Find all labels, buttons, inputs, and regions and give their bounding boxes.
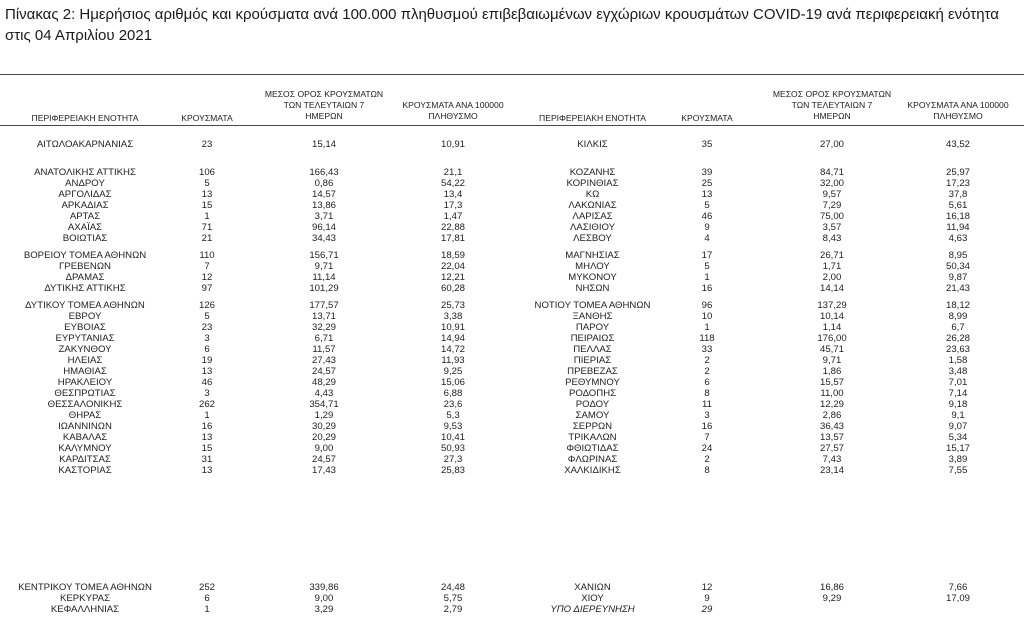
table-row-right (0, 200, 1024, 211)
cell-cases: 1 (204, 410, 210, 421)
cell-per100k: 17,81 (440, 233, 465, 244)
cell-region: ΔΥΤΙΚΗΣ ΑΤΤΙΚΗΣ (44, 283, 126, 294)
cell-region: ΜΥΚΟΝΟΥ (568, 272, 617, 283)
cell-per100k: 11,93 (441, 355, 465, 366)
cell-cases: 10 (701, 311, 713, 322)
cell-per100k: 24,48 (440, 582, 465, 593)
cell-per100k: 60,28 (440, 283, 465, 294)
cell-per100k: 3,48 (948, 366, 968, 377)
cell-region: ΛΑΡΙΣΑΣ (572, 211, 613, 222)
cell-cases: 11 (702, 399, 712, 410)
cell-avg: 3,29 (314, 604, 334, 615)
cell-cases: 13 (701, 189, 713, 200)
table-row-right (0, 311, 1024, 322)
cell-cases: 23 (201, 322, 213, 333)
cell-per100k: 7,55 (948, 465, 968, 476)
cell-region: ΚΟΖΑΝΗΣ (569, 167, 616, 178)
cell-region: ΚΑΣΤΟΡΙΑΣ (58, 465, 112, 476)
cell-avg: 9,00 (314, 443, 334, 454)
cell-region: ΕΥΒΟΙΑΣ (64, 322, 106, 333)
cell-region: ΑΡΓΟΛΙΔΑΣ (58, 189, 112, 200)
cell-per100k: 15,06 (440, 377, 465, 388)
cell-avg: 17,43 (311, 465, 336, 476)
cell-region: ΑΡΤΑΣ (69, 211, 101, 222)
cell-region: ΑΡΚΑΔΙΑΣ (61, 200, 109, 211)
cell-avg: 20,29 (311, 432, 336, 443)
cell-region: ΠΡΕΒΕΖΑΣ (567, 366, 618, 377)
cell-region: ΡΟΔΟΠΗΣ (568, 388, 617, 399)
cell-per100k: 7,14 (948, 388, 968, 399)
cell-per100k: 25,97 (945, 167, 970, 178)
header-bottom-rule (0, 125, 1024, 126)
cell-region: ΒΟΙΩΤΙΑΣ (62, 233, 108, 244)
cell-avg: 3,57 (822, 222, 842, 233)
cell-per100k: 5,75 (443, 593, 463, 604)
cell-avg: 48,29 (311, 377, 336, 388)
cell-avg: 15,57 (819, 377, 844, 388)
cell-region: ΤΡΙΚΑΛΩΝ (568, 432, 617, 443)
cell-avg: 0,86 (314, 178, 334, 189)
cell-cases: 1 (704, 272, 710, 283)
cell-per100k: 11,94 (946, 222, 970, 233)
table-row-right (0, 344, 1024, 355)
cell-cases: 1 (204, 211, 210, 222)
table-row-right (0, 355, 1024, 366)
header-cases-left: ΚΡΟΥΣΜΑΤΑ (181, 113, 233, 123)
table-row-right (0, 167, 1024, 178)
table-title: Πίνακας 2: Ημερήσιος αριθμός και κρούσματα ανά 100.000 πληθυσμού επιβεβαιωμένων εγχώριων κρουσμάτων COVID-19 ανά περιφερειακή ενότητα στις 04 Απριλίου 2021 (5, 6, 999, 44)
table-row-right (0, 283, 1024, 294)
cell-per100k: 4,63 (948, 233, 968, 244)
cell-avg: 27,00 (819, 139, 844, 150)
cell-region: ΚΑΒΑΛΑΣ (62, 432, 108, 443)
cell-cases: 9 (704, 593, 710, 604)
cell-avg: 9,29 (822, 593, 842, 604)
cell-region: ΖΑΚΥΝΘΟΥ (58, 344, 112, 355)
cell-per100k: 10,91 (440, 322, 465, 333)
cell-region: ΡΟΔΟΥ (575, 399, 610, 410)
cell-per100k: 21,43 (945, 283, 970, 294)
cell-region: ΞΑΝΘΗΣ (572, 311, 613, 322)
cell-per100k: 6,7 (951, 322, 965, 333)
cell-avg: 75,00 (819, 211, 844, 222)
cell-region: ΦΘΙΩΤΙΔΑΣ (566, 443, 619, 454)
cell-avg: 7,43 (822, 454, 842, 465)
cell-cases: 31 (201, 454, 213, 465)
cell-per100k: 15,17 (945, 443, 970, 454)
cell-region: ΛΑΚΩΝΙΑΣ (568, 200, 617, 211)
table-row-right (0, 366, 1024, 377)
cell-region: ΘΕΣΠΡΩΤΙΑΣ (54, 388, 116, 399)
cell-avg: 11,00 (820, 388, 844, 399)
table-row-right (0, 432, 1024, 443)
table-row-right (0, 189, 1024, 200)
table-row-right (0, 300, 1024, 311)
cell-cases: 1 (204, 604, 210, 615)
cell-cases: 16 (201, 421, 213, 432)
cell-cases: 3 (204, 333, 210, 344)
cell-per100k: 9,53 (443, 421, 463, 432)
cell-avg: 13,57 (819, 432, 844, 443)
cell-cases: 6 (204, 593, 210, 604)
cell-cases: 12 (201, 272, 213, 283)
cell-cases: 4 (704, 233, 710, 244)
cell-region: ΜΑΓΝΗΣΙΑΣ (565, 250, 620, 261)
cell-region: ΗΜΑΘΙΑΣ (63, 366, 107, 377)
cell-per100k: 9,18 (948, 399, 968, 410)
cell-cases: 33 (701, 344, 713, 355)
table-row-right (0, 322, 1024, 333)
cell-region: ΘΗΡΑΣ (68, 410, 102, 421)
cell-cases: 15 (201, 443, 213, 454)
cell-per100k: 9,1 (951, 410, 965, 421)
cell-per100k: 5,61 (948, 200, 968, 211)
cell-per100k: 18,12 (945, 300, 970, 311)
cell-region: ΔΡΑΜΑΣ (65, 272, 105, 283)
cell-cases: 23 (201, 139, 213, 150)
table-row-right (0, 222, 1024, 233)
cell-region: ΑΝΑΤΟΛΙΚΗΣ ΑΤΤΙΚΗΣ (34, 167, 136, 178)
cell-region: ΠΑΡΟΥ (575, 322, 610, 333)
cell-per100k: 23,6 (443, 399, 463, 410)
cell-region: ΔΥΤΙΚΟΥ ΤΟΜΕΑ ΑΘΗΝΩΝ (25, 300, 145, 311)
cell-avg: 354,71 (309, 399, 339, 410)
header-avg-right: ΜΕΣΟΣ ΟΡΟΣ ΚΡΟΥΣΜΑΤΩΝ ΤΩΝ ΤΕΛΕΥΤΑΙΩΝ 7 ΗΜΕΡΩΝ (772, 89, 892, 121)
cell-cases: 5 (204, 178, 210, 189)
cell-cases: 16 (701, 421, 713, 432)
cell-cases: 29 (701, 604, 713, 615)
cell-avg: 176,00 (817, 333, 847, 344)
cell-region: ΘΕΣΣΑΛΟΝΙΚΗΣ (47, 399, 123, 410)
cell-region: ΚΕΦΑΛΛΗΝΙΑΣ (50, 604, 120, 615)
cell-per100k: 2,79 (443, 604, 463, 615)
cell-cases: 13 (201, 366, 213, 377)
cell-cases: 106 (198, 167, 215, 178)
cell-per100k: 9,87 (948, 272, 968, 283)
cell-avg: 14,14 (819, 283, 844, 294)
cell-per100k: 10,41 (440, 432, 465, 443)
cell-avg: 101,29 (309, 283, 339, 294)
table-row-right (0, 178, 1024, 189)
cell-avg: 166,43 (309, 167, 339, 178)
cell-per100k: 3,89 (948, 454, 968, 465)
table-row-right (0, 593, 1024, 604)
cell-cases: 2 (704, 454, 710, 465)
cell-region: ΛΕΣΒΟΥ (573, 233, 612, 244)
header-region-left: ΠΕΡΙΦΕΡΕΙΑΚΗ ΕΝΟΤΗΤΑ (31, 113, 139, 123)
header-per100k-left: ΚΡΟΥΣΜΑΤΑ ΑΝΑ 100000 ΠΛΗΘΥΣΜΟ (402, 100, 504, 121)
table-row-right (0, 261, 1024, 272)
cell-cases: 5 (704, 261, 710, 272)
cell-avg: 2,00 (822, 272, 842, 283)
cell-avg: 156,71 (309, 250, 339, 261)
cell-avg: 1,14 (822, 322, 842, 333)
cell-cases: 39 (701, 167, 713, 178)
cell-region: ΠΕΛΛΑΣ (573, 344, 612, 355)
cell-avg: 339,86 (309, 582, 339, 593)
cell-region: ΒΟΡΕΙΟΥ ΤΟΜΕΑ ΑΘΗΝΩΝ (23, 250, 147, 261)
cell-region: ΗΛΕΙΑΣ (67, 355, 103, 366)
cell-region: ΦΛΩΡΙΝΑΣ (567, 454, 618, 465)
cell-region: ΚΟΡΙΝΘΙΑΣ (566, 178, 619, 189)
cell-avg: 26,71 (819, 250, 844, 261)
cell-cases: 96 (701, 300, 713, 311)
cell-per100k: 14,72 (440, 344, 465, 355)
cell-region: ΚΑΡΔΙΤΣΑΣ (59, 454, 111, 465)
cell-region: ΕΒΡΟΥ (68, 311, 102, 322)
cell-avg: 84,71 (819, 167, 844, 178)
cell-region: ΓΡΕΒΕΝΩΝ (59, 261, 111, 272)
cell-per100k: 21,1 (443, 167, 463, 178)
cell-per100k: 27,3 (443, 454, 463, 465)
cell-per100k: 18,59 (440, 250, 465, 261)
cell-cases: 12 (701, 582, 713, 593)
cell-cases: 3 (704, 410, 710, 421)
table-row-right (0, 604, 1024, 615)
cell-per100k: 7,66 (948, 582, 968, 593)
cell-avg: 1,86 (822, 366, 842, 377)
cell-region: ΚΩ (585, 189, 600, 200)
cell-avg: 12,29 (819, 399, 844, 410)
cell-per100k: 25,73 (440, 300, 465, 311)
cell-avg: 9,71 (822, 355, 842, 366)
cell-cases: 21 (201, 233, 213, 244)
table-row-right (0, 250, 1024, 261)
cell-region: ΑΧΑΪΑΣ (67, 222, 103, 233)
cell-cases: 5 (704, 200, 710, 211)
cell-avg: 10,14 (819, 311, 844, 322)
cell-avg: 7,29 (822, 200, 842, 211)
cell-per100k: 43,52 (945, 139, 970, 150)
cell-cases: 7 (704, 432, 710, 443)
cell-region: ΚΕΡΚΥΡΑΣ (59, 593, 110, 604)
table-row-right (0, 333, 1024, 344)
cell-cases: 71 (201, 222, 213, 233)
cell-cases: 262 (198, 399, 215, 410)
cell-region: ΥΠΟ ΔΙΕΡΕΥΝΗΣΗ (550, 604, 635, 615)
cell-cases: 2 (704, 355, 710, 366)
cell-avg: 45,71 (819, 344, 844, 355)
cell-region: ΡΕΘΥΜΝΟΥ (565, 377, 620, 388)
cell-cases: 6 (204, 344, 210, 355)
cell-per100k: 23,63 (945, 344, 970, 355)
cell-avg: 1,29 (314, 410, 334, 421)
cell-avg: 96,14 (311, 222, 336, 233)
cell-region: ΠΙΕΡΙΑΣ (573, 355, 612, 366)
cell-per100k: 3,38 (443, 311, 463, 322)
cell-avg: 24,57 (311, 366, 336, 377)
cell-per100k: 54,22 (440, 178, 465, 189)
table-row-right (0, 139, 1024, 150)
cell-cases: 13 (201, 189, 213, 200)
cell-avg: 13,71 (311, 311, 336, 322)
cell-avg: 23,14 (819, 465, 844, 476)
cell-avg: 14,57 (311, 189, 336, 200)
cell-cases: 1 (704, 322, 710, 333)
cell-region: ΚΙΛΚΙΣ (577, 139, 608, 150)
cell-avg: 11,57 (312, 344, 336, 355)
cell-per100k: 5,34 (948, 432, 968, 443)
cell-avg: 32,29 (311, 322, 336, 333)
cell-avg: 24,57 (311, 454, 336, 465)
cell-cases: 6 (704, 377, 710, 388)
cell-region: ΗΡΑΚΛΕΙΟΥ (57, 377, 113, 388)
cell-region: ΠΕΙΡΑΙΩΣ (570, 333, 615, 344)
cell-cases: 3 (204, 388, 210, 399)
cell-region: ΛΑΣΙΘΙΟΥ (569, 222, 616, 233)
table-row-right (0, 410, 1024, 421)
cell-cases: 13 (201, 432, 213, 443)
cell-cases: 17 (701, 250, 713, 261)
cell-cases: 35 (701, 139, 713, 150)
cell-avg: 30,29 (311, 421, 336, 432)
cell-avg: 11,14 (312, 272, 336, 283)
cell-per100k: 13,4 (443, 189, 463, 200)
cell-cases: 118 (699, 333, 715, 344)
header-top-rule (0, 74, 1024, 75)
cell-avg: 8,43 (822, 233, 842, 244)
header-avg-left: ΜΕΣΟΣ ΟΡΟΣ ΚΡΟΥΣΜΑΤΩΝ ΤΩΝ ΤΕΛΕΥΤΑΙΩΝ 7 ΗΜΕΡΩΝ (264, 89, 384, 121)
cell-region: ΧΑΝΙΩΝ (574, 582, 611, 593)
cell-region: ΚΑΛΥΜΝΟΥ (58, 443, 112, 454)
cell-cases: 97 (201, 283, 213, 294)
cell-per100k: 22,04 (440, 261, 465, 272)
table-row-right (0, 211, 1024, 222)
cell-cases: 25 (701, 178, 713, 189)
cell-avg: 1,71 (822, 261, 842, 272)
cell-avg: 15,14 (311, 139, 336, 150)
cell-cases: 13 (201, 465, 213, 476)
cell-region: ΧΙΟΥ (581, 593, 604, 604)
cell-avg: 27,43 (311, 355, 336, 366)
cell-region: ΜΗΛΟΥ (575, 261, 610, 272)
cell-avg: 16,86 (819, 582, 844, 593)
cell-avg: 27,57 (819, 443, 844, 454)
cell-per100k: 9,25 (443, 366, 463, 377)
header-per100k-right: ΚΡΟΥΣΜΑΤΑ ΑΝΑ 100000 ΠΛΗΘΥΣΜΟ (907, 100, 1009, 121)
cell-per100k: 6,88 (443, 388, 463, 399)
cell-region: ΙΩΑΝΝΙΝΩΝ (58, 421, 112, 432)
cell-per100k: 16,18 (945, 211, 970, 222)
cell-per100k: 10,91 (440, 139, 465, 150)
table-row-right (0, 465, 1024, 476)
table-row-right (0, 399, 1024, 410)
table-row-right (0, 421, 1024, 432)
cell-cases: 15 (201, 200, 213, 211)
cell-region: ΣΑΜΟΥ (575, 410, 610, 421)
cell-per100k: 26,28 (945, 333, 970, 344)
cell-region: ΝΗΣΩΝ (575, 283, 610, 294)
cell-region: ΑΝΔΡΟΥ (65, 178, 105, 189)
cell-avg: 9,71 (314, 261, 334, 272)
cell-cases: 7 (204, 261, 210, 272)
header-region-right: ΠΕΡΙΦΕΡΕΙΑΚΗ ΕΝΟΤΗΤΑ (539, 113, 646, 123)
cell-per100k: 8,95 (948, 250, 968, 261)
cell-per100k: 5,3 (446, 410, 460, 421)
cell-avg: 177,57 (309, 300, 339, 311)
header-cases-right: ΚΡΟΥΣΜΑΤΑ (681, 113, 733, 123)
cell-region: ΝΟΤΙΟΥ ΤΟΜΕΑ ΑΘΗΝΩΝ (534, 300, 651, 311)
cell-region: ΑΙΤΩΛΟΑΚΑΡΝΑΝΙΑΣ (36, 139, 134, 150)
cell-region: ΣΕΡΡΩΝ (572, 421, 613, 432)
cell-cases: 126 (198, 300, 215, 311)
cell-cases: 24 (701, 443, 713, 454)
cell-cases: 252 (198, 582, 215, 593)
table-row-right (0, 388, 1024, 399)
cell-cases: 5 (204, 311, 210, 322)
cell-avg: 6,71 (314, 333, 334, 344)
cell-cases: 8 (704, 388, 710, 399)
cell-avg: 32,00 (819, 178, 844, 189)
table-row-right (0, 443, 1024, 454)
table-row-right (0, 233, 1024, 244)
cell-region: ΚΕΝΤΡΙΚΟΥ ΤΟΜΕΑ ΑΘΗΝΩΝ (18, 582, 152, 593)
table-row-right (0, 454, 1024, 465)
cell-cases: 16 (701, 283, 713, 294)
cell-avg: 2,86 (822, 410, 842, 421)
cell-avg: 4,43 (314, 388, 334, 399)
cell-cases: 9 (704, 222, 710, 233)
cell-cases: 8 (704, 465, 710, 476)
cell-per100k: 14,94 (440, 333, 465, 344)
cell-per100k: 25,83 (440, 465, 465, 476)
cell-per100k: 50,34 (945, 261, 970, 272)
cell-per100k: 37,8 (948, 189, 968, 200)
cell-cases: 46 (201, 377, 213, 388)
cell-per100k: 17,23 (945, 178, 970, 189)
cell-cases: 2 (704, 366, 710, 377)
cell-avg: 9,57 (822, 189, 842, 200)
cell-region: ΧΑΛΚΙΔΙΚΗΣ (564, 465, 621, 476)
cell-avg: 36,43 (819, 421, 844, 432)
table-row-right (0, 272, 1024, 283)
cell-per100k: 50,93 (440, 443, 465, 454)
cell-avg: 9,00 (314, 593, 334, 604)
cell-per100k: 17,09 (945, 593, 970, 604)
cell-per100k: 17,3 (443, 200, 463, 211)
cell-cases: 46 (701, 211, 713, 222)
cell-per100k: 12,21 (440, 272, 465, 283)
cell-avg: 34,43 (311, 233, 336, 244)
cell-cases: 19 (201, 355, 213, 366)
table-row-right (0, 582, 1024, 593)
cell-cases: 110 (199, 250, 215, 261)
cell-per100k: 9,07 (948, 421, 968, 432)
cell-region: ΕΥΡΥΤΑΝΙΑΣ (55, 333, 115, 344)
cell-per100k: 7,01 (948, 377, 968, 388)
cell-per100k: 22,88 (440, 222, 465, 233)
cell-avg: 3,71 (314, 211, 334, 222)
table-row-right (0, 377, 1024, 388)
cell-per100k: 1,47 (443, 211, 463, 222)
cell-per100k: 8,99 (948, 311, 968, 322)
cell-per100k: 1,58 (948, 355, 968, 366)
cell-avg: 137,29 (817, 300, 847, 311)
cell-avg: 13,86 (311, 200, 336, 211)
